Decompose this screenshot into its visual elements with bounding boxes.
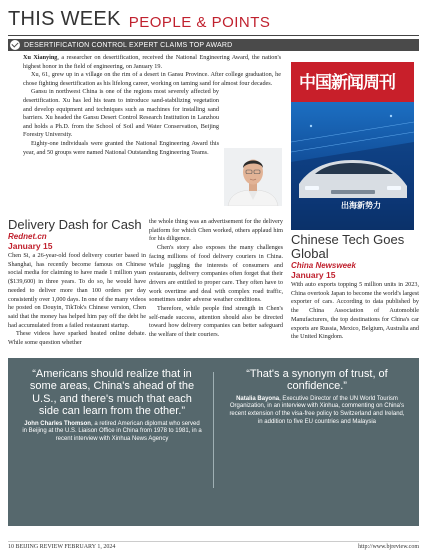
checkmark-icon: [10, 40, 20, 50]
tech-date: January 15: [291, 270, 336, 280]
section-title: THIS WEEK: [8, 8, 121, 30]
delivery-date: January 15: [8, 241, 53, 251]
page-footer: [8, 541, 419, 550]
top-story-paragraph: Xu Xianying, a researcher on desertification, received the National Engineering Award, the nation's highest honor in the field of engineering, on January 19.: [23, 54, 281, 70]
quote-text: “Americans should realize that in some areas, China's ahead of the U.S., and there's much that each side can learn from the other.”: [29, 368, 195, 418]
delivery-paragraph: Chen Si, a 26-year-old food delivery courier based in Shanghai, has recently become famous on Chinese social media for claiming to have made 1 million yuan ($139,600) in three years. To do so, he would have needed to deliver more than 100 orders per day consistently over 1,000 days. In one of the many videos he posted on Douyin, TikTok's Chinese version, Chen said that the money has helped him pay off the debt he had accumulated from a failed restaurant startup.: [8, 252, 146, 329]
story-banner: [8, 39, 419, 51]
delivery-paragraph: the whole thing was an advertisement for the delivery platform for which Chen worked, others applaud him for his diligence.: [149, 218, 283, 243]
quote-speaker-description: , Executive Director of the UN World Tourism Organization, in an interview with Xinhua, commenting on China's recent extension of the visa-free policy to Switzerland and Ireland, in addition to five EU countries and Malaysia: [229, 395, 405, 425]
quote-2: [228, 368, 406, 426]
footer-issue: 10 BEIJING REVIEW FEBRUARY 1, 2024: [8, 544, 116, 550]
delivery-paragraph: Chen's story also exposes the many challenges facing millions of food delivery couriers in China. While juggling the interests of consumers and restaurants, delivery companies often forget that their drivers are entitled to proper care. They often have to work overtime and deal with complex road traffic, sometimes under adverse weather conditions.: [149, 244, 283, 304]
delivery-body-continued: [149, 218, 283, 340]
tech-source: China Newsweek: [291, 261, 356, 270]
magazine-cover: [291, 62, 414, 230]
quote-attribution: [22, 421, 202, 444]
magazine-title: 中国新闻周刊: [299, 73, 395, 93]
top-story-name: Xu Xianying: [23, 54, 58, 61]
tech-headline: Chinese Tech Goes Global: [291, 232, 405, 261]
tech-body: [291, 281, 419, 342]
delivery-paragraph: Therefore, while people find strength in Chen's self-made success, attention should also be directed toward how delivery companies can better safeguard the welfare of their couriers.: [149, 305, 283, 339]
delivery-source: Rednet.cn: [8, 232, 47, 241]
footer-website: http://www.bjreview.com: [358, 544, 419, 550]
tech-paragraph: With auto exports topping 5 million units in 2023, China overtook Japan to become the world's largest exporter of cars. According to data published by the China Association of Automobile Manufacturers, the top destinations for China's car exports are Russia, Mexico, Belgium, Australia and the United Kingdom.: [291, 281, 419, 341]
quote-attribution: [228, 396, 406, 426]
tech-story: [291, 233, 419, 342]
delivery-body: [8, 252, 146, 348]
quote-text: “That's a synonym of trust, of confidence.”: [246, 368, 388, 393]
delivery-story-column-1: [8, 218, 146, 348]
page-header: [8, 6, 419, 36]
quote-speaker: John Charles Thomson: [24, 420, 91, 427]
magazine-caption: 出海新势力: [341, 201, 381, 210]
delivery-headline: Delivery Dash for Cash: [8, 217, 142, 232]
quotes-divider: [213, 372, 214, 488]
quote-speaker-description: , a retired American diplomat who served in Beijing at the U.S. Liaison Office in China from 1978 to 1981, in a recent interview with Xinhua News Agency: [22, 420, 202, 442]
top-story-paragraph: Eighty-one individuals were granted the National Engineering Award this year, and 50 groups were named National Outstanding Engineering Teams.: [23, 139, 219, 156]
top-story-paragraph: Xu, 61, grew up in a village on the rim of a desert in Gansu Province. After college graduation, he chose fighting desertification as his lifelong career, working on taming sand for almost four decades.: [23, 71, 281, 87]
top-story: [23, 54, 281, 157]
delivery-story-column-2: [149, 218, 283, 340]
quote-speaker: Natalia Bayona: [236, 395, 280, 402]
top-story-paragraph: Gansu in northwest China is one of the regions most severely affected by desertification. Xu has led his team to introduce sand-stabilizing vegetation and develop equipment and techniques such as machines for installing sand barriers. Xu headed the Gansu Desert Control Research Institution in Lanzhou and holds a Ph.D. from the School of Soil and Water Conservation, Beijing Forestry University.: [23, 88, 219, 139]
section-subtitle: PEOPLE & POINTS: [128, 14, 271, 31]
banner-text: DESERTIFICATION CONTROL EXPERT CLAIMS TOP AWARD: [24, 41, 233, 49]
portrait-photo: [224, 148, 282, 206]
quote-1: [22, 368, 202, 443]
delivery-paragraph: These videos have sparked heated online debate. While some question whether: [8, 330, 146, 347]
